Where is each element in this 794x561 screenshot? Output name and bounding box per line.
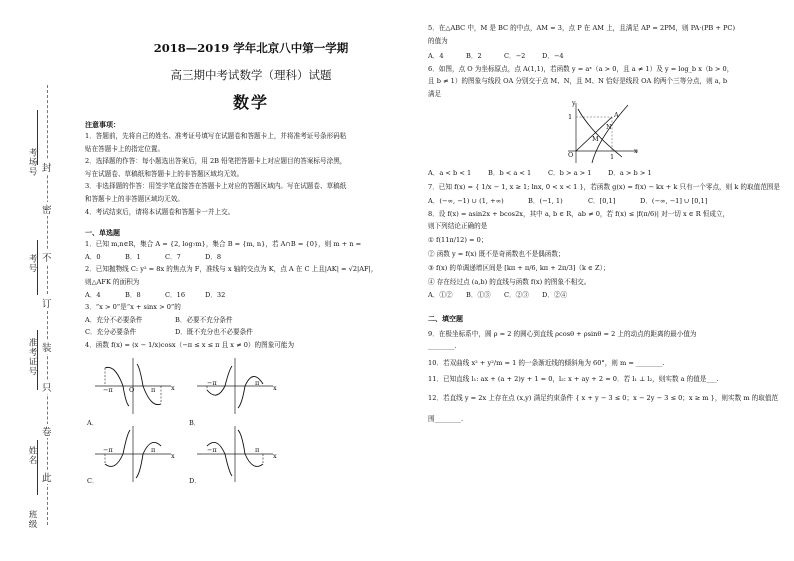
notice-line: 1．答题前，先将自己的姓名、准考证号填写在试题卷和答题卡上，并将准考证号条形码粘 <box>85 132 347 140</box>
origin-label: O <box>568 150 574 159</box>
question-9: 9．在极坐标系中，圆 ρ = 2 的圆心到直线 ρcosθ + ρsinθ = 2 上的动点的距离的最小值为 <box>428 329 697 338</box>
graph-c <box>93 424 173 484</box>
question-8-options <box>428 289 778 302</box>
option: C．b > a > 1 <box>548 168 592 177</box>
question-12: 12．若直线 y = 2x 上存在点 (x,y) 满足约束条件 { x + y − 3 ≤ 0；x − 2y − 3 ≤ 0；x ≥ m }，则实数 m 的取值范 <box>428 393 779 402</box>
question-3-options <box>85 326 417 339</box>
question-5-cont: 的值为 <box>428 36 448 45</box>
origin-label: O <box>129 385 135 394</box>
question-8-item: ④ 存在经过点 (a,b) 的直线与函数 f(x) 的图象不相交。 <box>428 277 591 286</box>
question-2-options <box>85 289 417 302</box>
option: C．7 <box>165 252 181 261</box>
right-column <box>428 22 778 425</box>
tick-label: π <box>255 378 260 387</box>
question-11: 11．已知直线 l₁: ax + (a + 2)y + 1 = 0，l₂: x + ay + 2 = 0．若 l₁ ⊥ l₂，则实数 a 的值是___. <box>428 375 719 384</box>
left-column <box>85 38 417 486</box>
tick-label: 1 <box>610 152 615 161</box>
question-1: 1．已知 m,n∈R，集合 A = {2, log₇m}，集合 B = {m, n}，若 A∩B = {0}，则 m + n = <box>85 240 362 249</box>
question-8-item: ② 函数 y = f(x) 既不是奇函数也不是偶函数； <box>428 249 565 258</box>
option: A．4 <box>428 52 444 61</box>
figure-6 <box>562 98 642 165</box>
point-label: N <box>606 122 612 131</box>
question-12-cont: 围________. <box>428 414 464 423</box>
option: A．4 <box>85 290 101 299</box>
seal-char: 订 <box>42 296 52 310</box>
question-8-item: ① f(11π/12) = 0； <box>428 235 488 244</box>
option: A．a < b < 1 <box>428 168 472 177</box>
option: A． <box>87 418 99 427</box>
seal-char: 只 <box>42 380 52 394</box>
question-7: 7．已知 f(x) = { 1/x − 1, x ≥ 1; lnx, 0 < x < 1 }，若函数 g(x) = f(x) − kx + k 只有一个零点，则 k 的取值范围是 <box>428 183 780 192</box>
question-7-options <box>428 195 778 208</box>
question-4: 4．函数 f(x) = (x − 1/x)cosx（−π ≤ x ≤ π 且 x ≠ 0）的图象可能为 <box>85 340 295 349</box>
seal-char: 装 <box>42 340 52 354</box>
option: A．充分不必要条件 <box>85 315 143 324</box>
option: B． <box>189 418 201 427</box>
option: D．a > b > 1 <box>608 168 652 177</box>
graph-d <box>195 424 275 484</box>
notice-line: 和答题卡上的非答题区域均无效。 <box>85 194 184 203</box>
question-6-cont: 且 b ≠ 1）的图象与线段 OA 分别交于点 M、N，且 M、N 恰好是线段 OA 的两个三等分点，则 a, b <box>428 77 728 86</box>
notice-line: 写在试题卷、草稿纸和答题卡上的非答题区域均无效。 <box>85 169 244 178</box>
question-3: 3．“x > 0”是“x + sinx > 0”的 <box>85 303 181 312</box>
seal-char: 卷 <box>42 424 52 438</box>
axis-label: x <box>273 383 277 392</box>
option: D．−4 <box>542 52 564 61</box>
exam-subtitle: 高三期中考试数学（理科）试题 <box>170 68 332 82</box>
tick-label: −π <box>103 445 113 454</box>
binding-margin <box>0 0 60 561</box>
tick-label: π <box>151 445 156 454</box>
margin-label: 班级 <box>27 510 37 529</box>
section-title: 二、填空题 <box>428 313 463 323</box>
question-6-options <box>428 167 778 180</box>
seal-char: 封 <box>42 160 52 174</box>
option: B．(−1, 1) <box>528 197 563 206</box>
tick-label: π <box>151 385 156 394</box>
question-6: 6．如图，点 O 为坐标原点，点 A(1,1)，若函数 y = aˣ（a > 0，且 a ≠ 1）及 y = log_b x（b > 0， <box>428 64 734 73</box>
tick-label: 1 <box>568 112 573 121</box>
option: A．(−∞, −1) ∪ (1, +∞) <box>428 197 504 206</box>
notice-line: 4．考试结束后，请将本试题卷和答题卡一并上交。 <box>85 207 235 216</box>
seal-char: 此 <box>42 470 52 484</box>
tick-label: π <box>255 445 260 454</box>
axis-label: y <box>572 98 576 107</box>
option: B．必要不充分条件 <box>175 315 233 324</box>
question-3-options <box>85 314 417 327</box>
question-5: 5．在△ABC 中，M 是 BC 的中点，AM = 3，点 P 在 AM 上，且满足 AP = 2PM，则 PA·(PB + PC) <box>428 24 736 32</box>
tick-label: −π <box>207 378 217 387</box>
question-10: 10．若双曲线 x² + y²/m = 1 的一条渐近线的倾斜角为 60°，则 m = ________. <box>428 358 665 367</box>
option: D．②④ <box>542 290 568 299</box>
option: B．8 <box>125 290 141 299</box>
question-8-item: ③ f(x) 的单调递增区间是 [kπ + π/6, kπ + 2π/3]（k ∈ Z）； <box>428 263 610 272</box>
option: B．1 <box>125 252 141 261</box>
question-6-figure <box>428 98 778 167</box>
question-5-options <box>428 50 778 63</box>
question-2-cont: 则△AFK 的面积为 <box>85 277 140 286</box>
option: C． <box>87 476 99 485</box>
tick-label: −π <box>207 445 217 454</box>
seal-char: 密 <box>42 202 52 216</box>
seal-char: 不 <box>42 250 52 264</box>
question-4-graphs <box>85 356 417 486</box>
section-title: 一、单选题 <box>85 228 120 238</box>
option: C．[0,1] <box>588 197 616 206</box>
question-2: 2．已知抛物线 C: y² = 8x 的焦点为 F，准线与 x 轴的交点为 K，点 A 在 C 上且|AK| = √2|AF|， <box>85 265 378 274</box>
option: C．−2 <box>504 52 526 61</box>
notice-heading: 注意事项： <box>85 120 120 129</box>
axis-label: x <box>171 451 175 460</box>
option: D．8 <box>205 252 222 261</box>
option: A．0 <box>85 252 101 261</box>
option: D．32 <box>205 290 226 299</box>
question-6-cont: 满足 <box>428 89 442 98</box>
option: B．b < a < 1 <box>488 168 532 177</box>
exam-title: 2018—2019 学年北京八中第一学期 <box>153 41 349 55</box>
option: D．(−∞, −1] ∪ [0,1] <box>640 197 708 206</box>
option: C．②③ <box>504 290 529 299</box>
question-8: 8．设 f(x) = asin2x + bcos2x，其中 a, b ∈ R，ab ≠ 0，若 f(x) ≤ |f(π/6)| 对一切 x ∈ R 恒成立， <box>428 209 730 218</box>
margin-label: 考号 <box>27 254 37 273</box>
question-8-cont: 则下列结论正确的是 <box>428 222 488 231</box>
notice-line: 3．非选择题的作答：用签字笔直接答在答题卡上对应的答题区域内。写在试题卷、草稿纸 <box>85 182 347 191</box>
option: B．2 <box>466 52 482 61</box>
margin-label: 准考证号 <box>27 338 37 376</box>
option: C．充分必要条件 <box>85 328 137 337</box>
point-label: M <box>592 134 599 143</box>
option: D． <box>189 476 201 485</box>
option: A．①② <box>428 290 453 299</box>
notice-line: 贴在答题卡上的指定位置。 <box>85 144 165 153</box>
axis-label: x <box>171 383 175 392</box>
margin-label: 姓名 <box>27 446 37 465</box>
subject-title: 数学 <box>232 93 269 112</box>
option: D．既不充分也不必要条件 <box>175 328 253 337</box>
tick-label: −π <box>103 385 113 394</box>
point-label: A <box>614 110 619 119</box>
axis-label: x <box>634 146 638 155</box>
question-9-cont: ________. <box>428 342 457 351</box>
notice-line: 2．选择题的作答：每小题选出答案后，用 2B 铅笔把答题卡上对应题目的答案标号涂黑， <box>85 157 347 166</box>
option: B．①③ <box>466 290 491 299</box>
margin-label: 考场号 <box>27 148 37 177</box>
question-1-options <box>85 251 417 264</box>
axis-label: x <box>273 451 277 460</box>
option: C．16 <box>165 290 186 299</box>
